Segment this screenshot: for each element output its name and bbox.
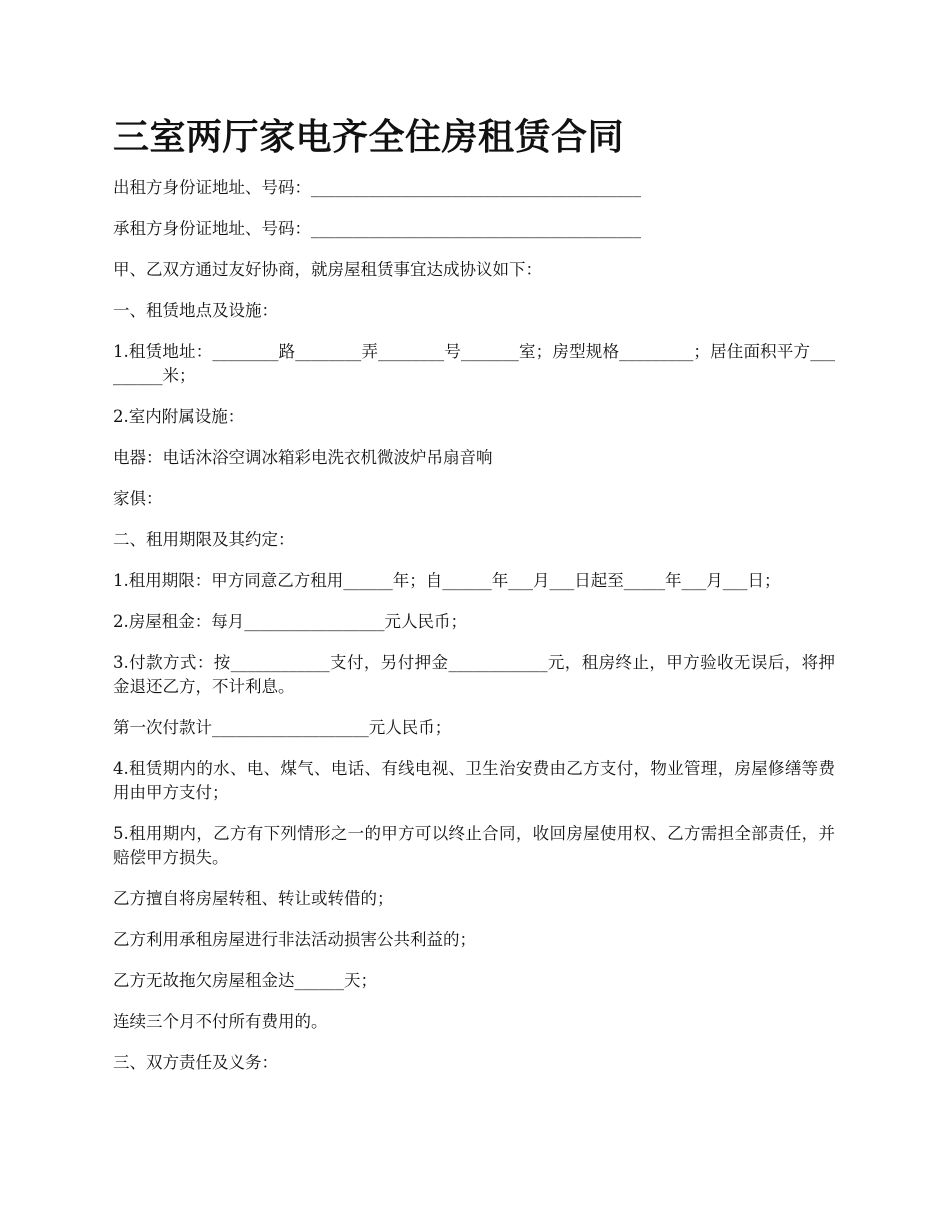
clause-payment-method: 3.付款方式：按____________支付，另付押金____________元，租房终止，甲方验收无误后，将押金退还乙方，不计利息。 (113, 653, 835, 696)
section-heading: 二、租用期限及其约定： (113, 530, 295, 549)
termination-item: 连续三个月不付所有费用的。 (113, 1012, 328, 1031)
termination-item: 乙方无故拖欠房屋租金达______天； (113, 971, 377, 990)
termination-item: 乙方擅自将房屋转租、转让或转借的； (113, 889, 394, 908)
first-payment-line: 第一次付款计___________________元人民币； (113, 718, 452, 737)
preamble: 甲、乙双方通过友好协商，就房屋租赁事宜达成协议如下： (113, 260, 542, 279)
clause-lease-term: 1.租用期限：甲方同意乙方租用______年；自______年___月___日起至_____年___月___日； (113, 571, 781, 590)
lessor-id-line: 出租方身份证地址、号码：________________________________________ (113, 178, 641, 197)
document-title: 三室两厅家电齐全住房租赁合同 (113, 116, 625, 158)
clause-termination: 5.租用期内，乙方有下列情形之一的甲方可以终止合同，收回房屋使用权、乙方需担全部责任，并赔偿甲方损失。 (113, 824, 835, 867)
clause-rent: 2.房屋租金：每月_________________元人民币； (113, 612, 467, 631)
section-heading: 一、租赁地点及设施： (113, 301, 278, 320)
clause-rental-address: 1.租赁地址：________路________弄________号_______室；房型规格_________；居住面积平方_________米； (113, 342, 835, 385)
appliances-line: 电器：电话沐浴空调冰箱彩电洗衣机微波炉吊扇音响 (113, 448, 493, 467)
document-page (113, 112, 835, 1092)
lessee-id-line: 承租方身份证地址、号码：________________________________________ (113, 219, 641, 238)
clause-facilities: 2.室内附属设施： (113, 407, 245, 426)
termination-item: 乙方利用承租房屋进行非法活动损害公共利益的； (113, 930, 476, 949)
section-heading: 三、双方责任及义务： (113, 1053, 278, 1072)
furniture-line: 家俱： (113, 489, 163, 508)
clause-utilities: 4.租赁期内的水、电、煤气、电话、有线电视、卫生治安费由乙方支付，物业管理，房屋修缮等费用由甲方支付； (113, 759, 835, 802)
